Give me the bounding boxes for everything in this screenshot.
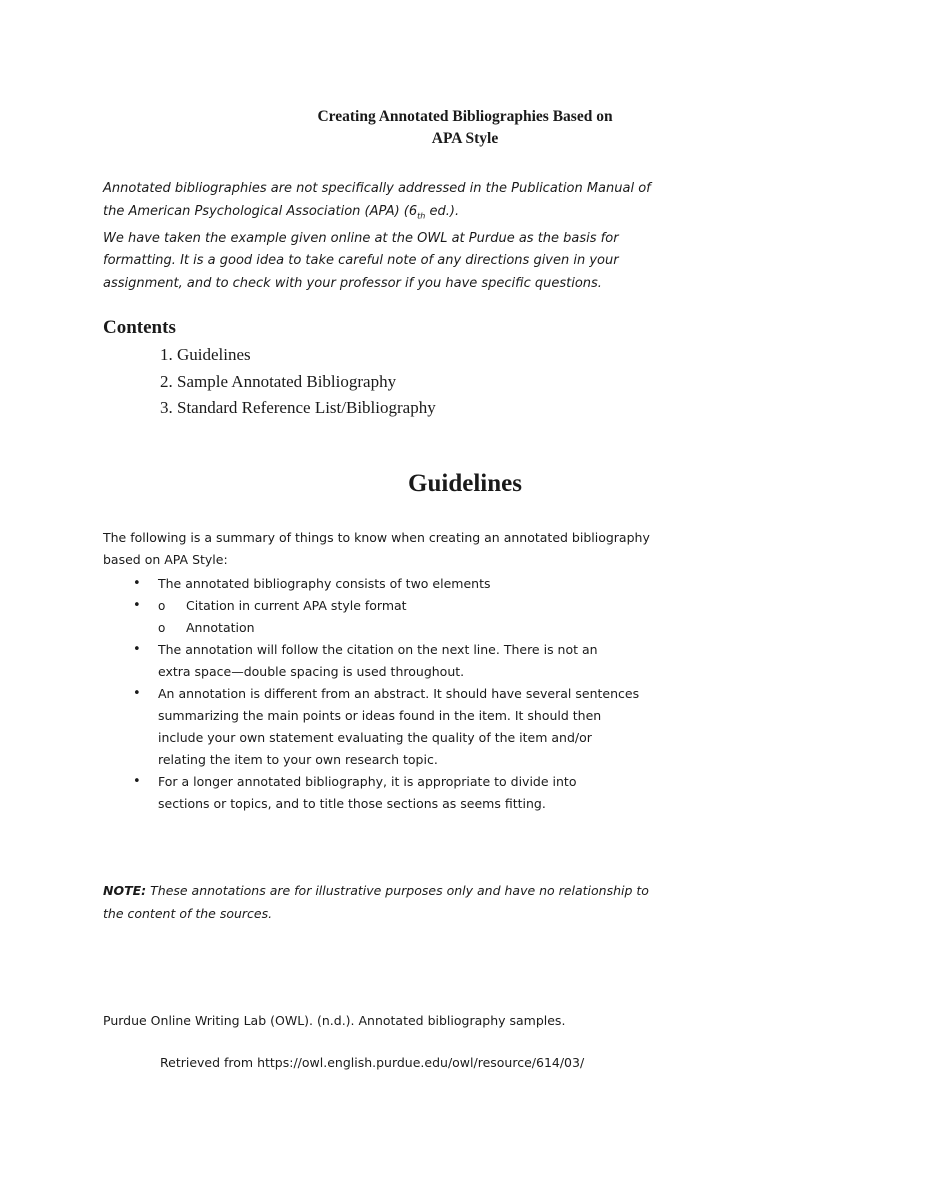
sub-bullet-item: o • Citation in current APA style format (128, 595, 808, 617)
guidelines-intro-line: The following is a summary of things to know when creating an annotated bibliography (103, 530, 650, 545)
note-line (103, 880, 823, 903)
contents-item-reference-list: 3. Standard Reference List/Bibliography (160, 398, 436, 417)
bullet-text: sections or topics, and to title those sections as seems fitting. (158, 796, 546, 811)
reference-retrieved-url: Retrieved from https://owl.english.purdue.edu/owl/resource/614/03/ (160, 1055, 585, 1070)
bullet-item (128, 573, 808, 595)
bullet-text: • The annotated bibliography consists of two elements (158, 576, 491, 591)
contents-item-guidelines: 1. Guidelines (160, 345, 251, 364)
document-title (0, 106, 930, 150)
sub-bullet-item: o Annotation (128, 617, 808, 639)
bullet-text: summarizing the main points or ideas found in the item. It should then (158, 708, 602, 723)
bullet-item (128, 771, 808, 815)
contents-heading: Contents (103, 317, 176, 338)
document-title-line-2: APA Style (431, 130, 499, 147)
guidelines-intro (103, 527, 823, 571)
intro-line (103, 201, 823, 228)
bullet-item (128, 683, 808, 771)
contents-list (160, 342, 436, 422)
document-title-line-1: Creating Annotated Bibliographies Based on (317, 108, 613, 125)
contents-item-sample-bibliography: 2. Sample Annotated Bibliography (160, 371, 397, 391)
bullet-item (128, 639, 808, 683)
sub-bullet-list (128, 595, 808, 639)
intro-line: formatting. It is a good idea to take careful note of any directions given in your (103, 253, 619, 269)
bullet-text: • For a longer annotated bibliography, it is appropriate to divide into (158, 774, 577, 789)
intro-line-text: the American Psychological Association (APA) (6 (103, 203, 418, 219)
bullet-text: include your own statement evaluating the quality of the item and/or (158, 730, 592, 745)
note-text: These annotations are for illustrative purposes only and have no relationship to (146, 883, 649, 898)
note-label: NOTE: (103, 883, 147, 898)
intro-line: assignment, and to check with your professor if you have specific questions. (103, 275, 602, 291)
intro-paragraph (103, 178, 823, 295)
bullet-text: • An annotation is different from an abstract. It should have several sentences (158, 686, 640, 701)
guidelines-intro-line: based on APA Style: (103, 552, 228, 567)
intro-line: We have taken the example given online at the OWL at Purdue as the basis for (103, 230, 619, 246)
bullet-text: relating the item to your own research topic. (158, 752, 438, 767)
bullet-text: • The annotation will follow the citation on the next line. There is not an (158, 642, 598, 657)
sub-bullet-group (128, 595, 808, 639)
guidelines-bullet-list (128, 573, 808, 815)
bullet-text: extra space—double spacing is used throughout. (158, 664, 465, 679)
guidelines-heading: Guidelines (408, 470, 522, 497)
intro-line: Annotated bibliographies are not specifically addressed in the Publication Manual of (103, 181, 651, 196)
edition-superscript: th (417, 211, 426, 221)
reference-citation: Purdue Online Writing Lab (OWL). (n.d.). Annotated bibliography samples. (103, 1013, 566, 1028)
note-line: the content of the sources. (103, 905, 273, 921)
note-paragraph (103, 880, 823, 925)
intro-line-text: ed.). (425, 203, 460, 219)
